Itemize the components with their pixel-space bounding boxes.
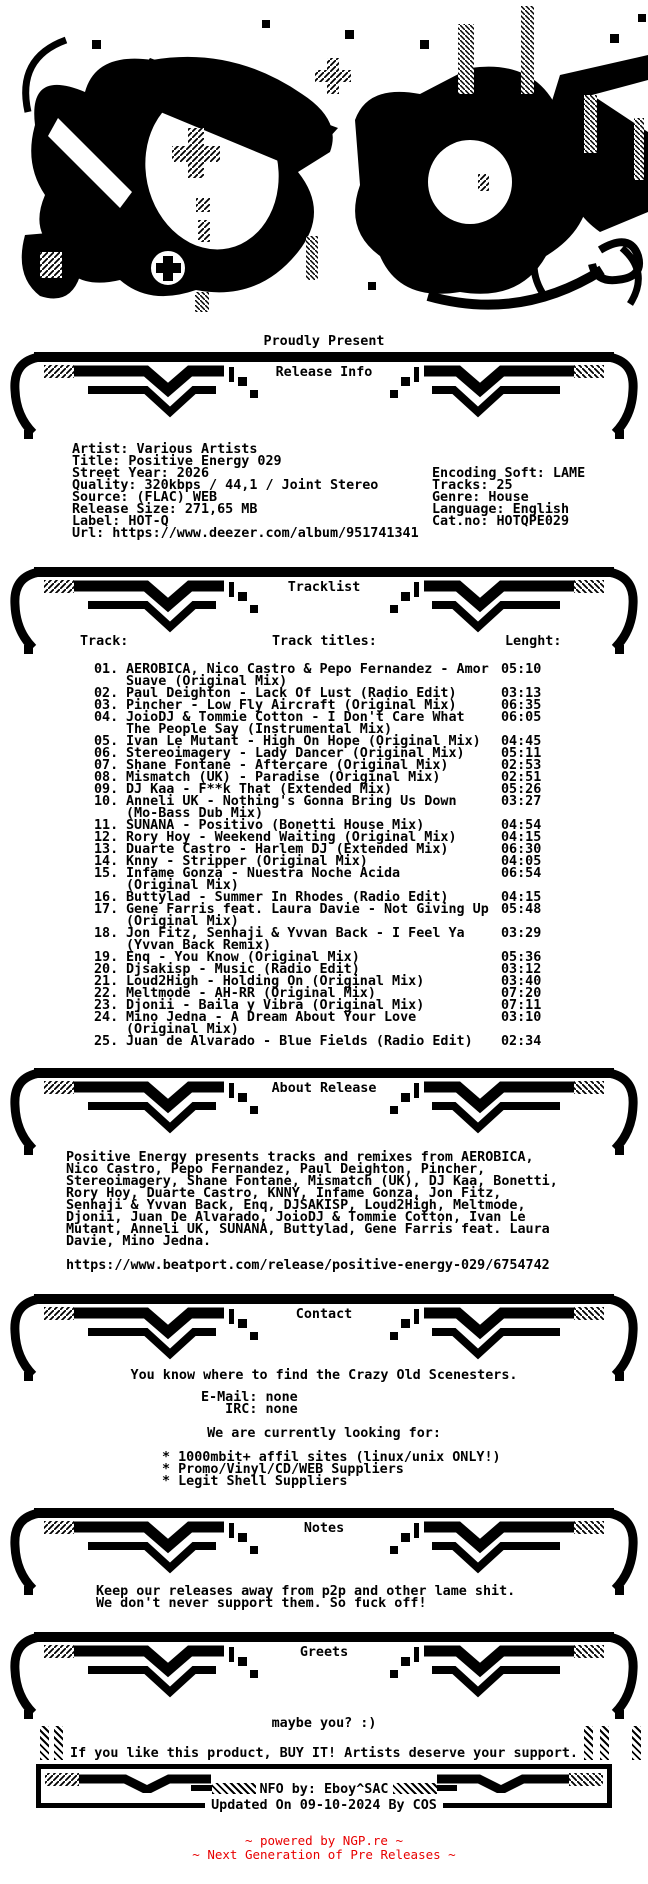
release-info-line: Title: Positive Energy 029 [72, 454, 282, 469]
ascii-logo-art [0, 0, 648, 312]
greets-maybe-line: maybe you? :) [271, 1716, 377, 1731]
release-info-line: Tracks: 25 [432, 478, 513, 493]
track-title: Knny - Stripper (Original Mix) [126, 854, 368, 869]
track-length: 02:34 [501, 1034, 542, 1049]
track-title: Anneli UK - Nothing's Gonna Bring Us Down [126, 794, 457, 809]
contact-channel-line: E-Mail: none [201, 1390, 298, 1405]
updated-text: Updated On 09-10-2024 By COS [205, 1798, 443, 1813]
track-number: 13. [94, 842, 119, 857]
track-title: JoioDJ & Tommie Cotton - I Don't Care What [126, 710, 465, 725]
track-number: 25. [94, 1034, 119, 1049]
track-length: 04:45 [501, 734, 542, 749]
track-row [0, 1036, 648, 1048]
release-info-line: Quality: 320kbps / 44,1 / Joint Stereo [72, 478, 379, 493]
track-number: 02. [94, 686, 119, 701]
release-info-line: Cat.no: HOTQPE029 [432, 514, 570, 529]
section-frame-ornament [0, 1630, 648, 1720]
track-length: 02:51 [501, 770, 542, 785]
track-title: Mismatch (UK) - Paradise (Original Mix) [126, 770, 441, 785]
track-number: 01. [94, 662, 119, 677]
track-title: SUNANA - Positivo (Bonetti House Mix) [126, 818, 425, 833]
track-title-continuation: (Mo-Bass Dub Mix) [126, 806, 264, 821]
about-release-line: Mutant, Anneli UK, SUNANA, Buttylad, Gene Farris feat. Laura [66, 1222, 550, 1237]
contact-channels [201, 1392, 298, 1416]
section-title-release-info: Release Info [275, 365, 373, 380]
section-header-release-info [0, 350, 648, 440]
track-length: 04:15 [501, 830, 542, 845]
track-title: Infame Gonza - Nuestra Noche Acida [126, 866, 401, 881]
track-number: 12. [94, 830, 119, 845]
track-length: 03:12 [501, 962, 542, 977]
updated-line [0, 1794, 648, 1813]
track-length: 03:40 [501, 974, 542, 989]
track-number: 07. [94, 758, 119, 773]
section-title-contact: Contact [295, 1307, 353, 1322]
track-length: 06:30 [501, 842, 542, 857]
track-title: Loud2High - Holding On (Original Mix) [126, 974, 425, 989]
section-header-greets [0, 1630, 648, 1720]
release-info-line: Label: HOT-Q [72, 514, 169, 529]
contact-channel-line: IRC: none [201, 1402, 298, 1417]
track-row [0, 928, 648, 952]
notes-line: Keep our releases away from p2p and other lame shit. [96, 1584, 516, 1599]
section-frame-ornament [0, 1506, 648, 1599]
track-title: AEROBICA, Nico Castro & Pepo Fernandez - Amor [126, 662, 489, 677]
column-header-titles: Track titles: [272, 634, 377, 649]
track-length: 05:36 [501, 950, 542, 965]
track-row [0, 1012, 648, 1036]
notes-lines [96, 1586, 515, 1610]
track-length: 06:54 [501, 866, 542, 881]
track-number: 14. [94, 854, 119, 869]
track-title: Duarte Castro - Harlem DJ (Extended Mix) [126, 842, 449, 857]
track-row [0, 664, 648, 688]
release-info-line: Street Year: 2026 [72, 466, 210, 481]
track-title: Pincher - Low Fly Aircraft (Original Mix) [126, 698, 457, 713]
track-number: 06. [94, 746, 119, 761]
track-length: 03:13 [501, 686, 542, 701]
track-length: 04:05 [501, 854, 542, 869]
track-title: Rory Hoy - Weekend Waiting (Original Mix) [126, 830, 457, 845]
track-number: 18. [94, 926, 119, 941]
about-release-line: Nico Castro, Pepo Fernandez, Paul Deighton, Pincher, [66, 1162, 486, 1177]
track-title-continuation: (Original Mix) [126, 878, 239, 893]
contact-looking-heading: We are currently looking for: [207, 1426, 441, 1441]
track-number: 09. [94, 782, 119, 797]
release-info-line: Source: (FLAC) WEB [72, 490, 218, 505]
section-title-greets: Greets [299, 1645, 349, 1660]
release-info-left-column [72, 444, 419, 540]
track-length: 06:35 [501, 698, 542, 713]
track-number: 24. [94, 1010, 119, 1025]
track-title: Ivan Le Mutant - High On Hope (Original Mix) [126, 734, 481, 749]
track-title-continuation: (Original Mix) [126, 914, 239, 929]
column-header-track: Track: [80, 634, 129, 649]
contact-wanted-list [162, 1452, 501, 1488]
track-number: 10. [94, 794, 119, 809]
track-title: Shane Fontane - Aftercare (Original Mix) [126, 758, 449, 773]
track-title: Stereoimagery - Lady Dancer (Original Mix) [126, 746, 465, 761]
track-title-continuation: (Yvvan Back Remix) [126, 938, 272, 953]
proudly-present-line: Proudly Present [263, 334, 385, 349]
track-title-continuation: The People Say (Instrumental Mix) [126, 722, 393, 737]
track-title-continuation: Suave (Original Mix) [126, 674, 288, 689]
section-title-notes: Notes [303, 1521, 345, 1536]
release-info-line: Artist: Various Artists [72, 442, 258, 457]
track-title: Gene Farris feat. Laura Davie - Not Giving Up [126, 902, 489, 917]
hatch-chip [393, 1783, 437, 1794]
track-number: 04. [94, 710, 119, 725]
track-title: Enq - You Know (Original Mix) [126, 950, 360, 965]
track-title: Meltmode - AH-RR (Original Mix) [126, 986, 376, 1001]
release-info-right-column [432, 468, 585, 528]
wanted-item: * Legit Shell Suppliers [162, 1474, 348, 1489]
release-info-line: Language: English [432, 502, 570, 517]
release-info-line: Release Size: 271,65 MB [72, 502, 258, 517]
track-title: Paul Deighton - Lack Of Lust (Radio Edit) [126, 686, 457, 701]
track-number: 23. [94, 998, 119, 1013]
track-title: Jon Fitz, Senhaji & Yvvan Back - I Feel Ya [126, 926, 465, 941]
wanted-item: * Promo/Vinyl/CD/WEB Suppliers [162, 1462, 404, 1477]
track-title: Buttylad - Summer In Rhodes (Radio Edit) [126, 890, 449, 905]
track-number: 03. [94, 698, 119, 713]
track-length: 06:05 [501, 710, 542, 725]
section-title-tracklist: Tracklist [287, 580, 361, 595]
tagline-line: ~ Next Generation of Pre Releases ~ [192, 1847, 456, 1862]
release-info-line: Encoding Soft: LAME [432, 466, 586, 481]
track-length: 04:15 [501, 890, 542, 905]
track-length: 05:48 [501, 902, 542, 917]
powered-by-line: ~ powered by NGP.re ~ [244, 1833, 404, 1848]
release-info-line: Url: https://www.deezer.com/album/951741341 [72, 526, 419, 541]
nfo-by-text: NFO by: Eboy^SAC [256, 1782, 393, 1797]
track-number: 20. [94, 962, 119, 977]
track-row [0, 712, 648, 736]
track-number: 11. [94, 818, 119, 833]
track-number: 21. [94, 974, 119, 989]
track-length: 07:20 [501, 986, 542, 1001]
track-length: 05:10 [501, 662, 542, 677]
section-title-about-release: About Release [271, 1081, 377, 1096]
track-title: Djsakisp - Music (Radio Edit) [126, 962, 360, 977]
about-release-line: Positive Energy presents tracks and remixes from AEROBICA, [66, 1150, 534, 1165]
track-number: 17. [94, 902, 119, 917]
track-title: Mino Jedna - A Dream About Your Love [126, 1010, 417, 1025]
track-row [0, 796, 648, 820]
wanted-item: * 1000mbit+ affil sites (linux/unix ONLY!) [162, 1450, 501, 1465]
tracklist-rows [0, 664, 648, 1048]
section-header-notes [0, 1506, 648, 1599]
section-frame-ornament [0, 350, 648, 440]
section-header-about-release [0, 1066, 648, 1156]
column-header-length: Lenght: [505, 634, 562, 649]
track-title: Juan de Alvarado - Blue Fields (Radio Edit) [126, 1034, 473, 1049]
about-release-line: Djonii, Juan De Alvarado, JoioDJ & Tommie Cotton, Ivan Le [66, 1210, 526, 1225]
contact-intro-line: You know where to find the Crazy Old Scenesters. [130, 1368, 518, 1383]
about-release-line: Davie, Mino Jedna. [66, 1234, 212, 1249]
track-length: 03:27 [501, 794, 542, 809]
tracklist-column-headers [0, 636, 648, 648]
track-length: 03:10 [501, 1010, 542, 1025]
track-length: 02:53 [501, 758, 542, 773]
track-length: 05:11 [501, 746, 542, 761]
track-length: 07:11 [501, 998, 542, 1013]
notes-line: We don't never support them. So fuck off! [96, 1596, 427, 1611]
about-release-line: Rory Hoy, Duarte Castro, KNNY, Infame Gonza, Jon Fitz, [66, 1186, 502, 1201]
release-info-line: Genre: House [432, 490, 529, 505]
track-title-continuation: (Original Mix) [126, 1022, 239, 1037]
track-title: DJ Kaa - F**k That (Extended Mix) [126, 782, 393, 797]
track-number: 19. [94, 950, 119, 965]
track-row [0, 868, 648, 892]
about-release-line: Stereoimagery, Shane Fontane, Mismatch (UK), DJ Kaa, Bonetti, [66, 1174, 558, 1189]
track-title: Djonii - Baila y Vibra (Original Mix) [126, 998, 425, 1013]
track-row [0, 904, 648, 928]
track-length: 03:29 [501, 926, 542, 941]
track-number: 16. [94, 890, 119, 905]
buy-it-line: If you like this product, BUY IT! Artists deserve your support. [70, 1746, 578, 1761]
track-length: 05:26 [501, 782, 542, 797]
track-length: 04:54 [501, 818, 542, 833]
track-number: 05. [94, 734, 119, 749]
track-number: 22. [94, 986, 119, 1001]
hatch-chip [212, 1783, 256, 1794]
about-release-line: Senhaji & Yvvan Back, Enq, DJSAKISP, Loud2High, Meltmode, [66, 1198, 526, 1213]
beatport-url: https://www.beatport.com/release/positive-energy-029/6754742 [66, 1258, 550, 1273]
track-number: 08. [94, 770, 119, 785]
section-frame-ornament [0, 1066, 648, 1156]
track-number: 15. [94, 866, 119, 881]
about-release-paragraph [66, 1152, 558, 1248]
